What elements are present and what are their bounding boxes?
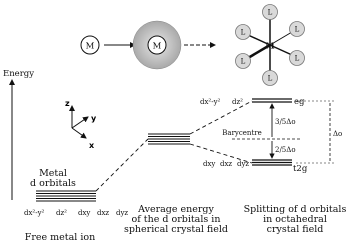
t2g-levels — [252, 160, 292, 165]
octahedral-complex — [236, 5, 305, 86]
barycentre-label: Barycentre — [222, 129, 262, 137]
eg-levels — [252, 99, 292, 102]
spherical-title-line2: of the d orbitals in — [131, 214, 221, 225]
eg-label: eg — [294, 97, 305, 107]
delta-label: Δo — [333, 130, 343, 138]
t2g-orbital-1: dxy — [203, 160, 216, 168]
metal-caption-line2: d orbitals — [30, 178, 76, 189]
eg-orbital-1: dx²-y² — [200, 98, 221, 106]
connector-free-to-spherical — [96, 139, 148, 191]
svg-text:dxz: dxz — [97, 209, 110, 217]
free-metal-ion-symbol — [81, 36, 99, 54]
ligand-upper-left — [236, 25, 251, 40]
ligand-lower-right — [290, 51, 305, 66]
octahedral-title-line1: Splitting of d orbitals — [243, 204, 347, 215]
ligand-lower-left — [236, 54, 251, 69]
free-ion-orbital-labels — [24, 209, 128, 217]
t2g-label: t2g — [293, 164, 308, 174]
ligand-top — [263, 5, 278, 20]
svg-text:dx²-y²: dx²-y² — [24, 209, 45, 217]
octahedral-title-line2: in octahedral — [263, 214, 327, 225]
metal-caption-line1: Metal — [39, 168, 67, 179]
svg-text:L: L — [267, 8, 273, 17]
free-metal-ion-title: Free metal ion — [24, 232, 96, 243]
x-axis-label: x — [89, 141, 95, 150]
z-axis-label: z — [65, 99, 70, 108]
t2g-orbital-2: dxz — [220, 160, 233, 168]
svg-text:L: L — [267, 74, 273, 83]
svg-text:dyz: dyz — [116, 209, 129, 217]
lower-split-label: 2/5Δo — [275, 146, 296, 154]
upper-split-label: 3/5Δo — [275, 118, 296, 126]
svg-text:M: M — [85, 41, 95, 52]
svg-text:L: L — [240, 57, 246, 66]
ligand-bottom — [263, 71, 278, 86]
svg-text:dz²: dz² — [56, 209, 67, 217]
spherical-levels — [148, 134, 190, 144]
svg-text:M: M — [152, 41, 162, 52]
svg-text:L: L — [294, 54, 300, 63]
y-axis-label: y — [91, 114, 97, 123]
svg-text:L: L — [240, 28, 246, 37]
eg-orbital-2: dz² — [232, 98, 243, 106]
free-ion-levels — [36, 191, 96, 201]
coordinate-axes — [65, 99, 97, 150]
octahedral-title-line3: crystal field — [266, 224, 324, 235]
svg-text:M: M — [265, 41, 275, 52]
svg-text:dxy: dxy — [78, 209, 91, 217]
spherical-title-line3: spherical crystal field — [123, 224, 229, 235]
spherical-title-line1: Average energy — [138, 204, 214, 215]
ligand-upper-right — [290, 22, 305, 37]
t2g-orbital-3: dyz — [237, 160, 250, 168]
spherical-field-ion — [133, 21, 181, 69]
energy-axis-label: Energy — [3, 69, 35, 79]
svg-text:L: L — [294, 25, 300, 34]
